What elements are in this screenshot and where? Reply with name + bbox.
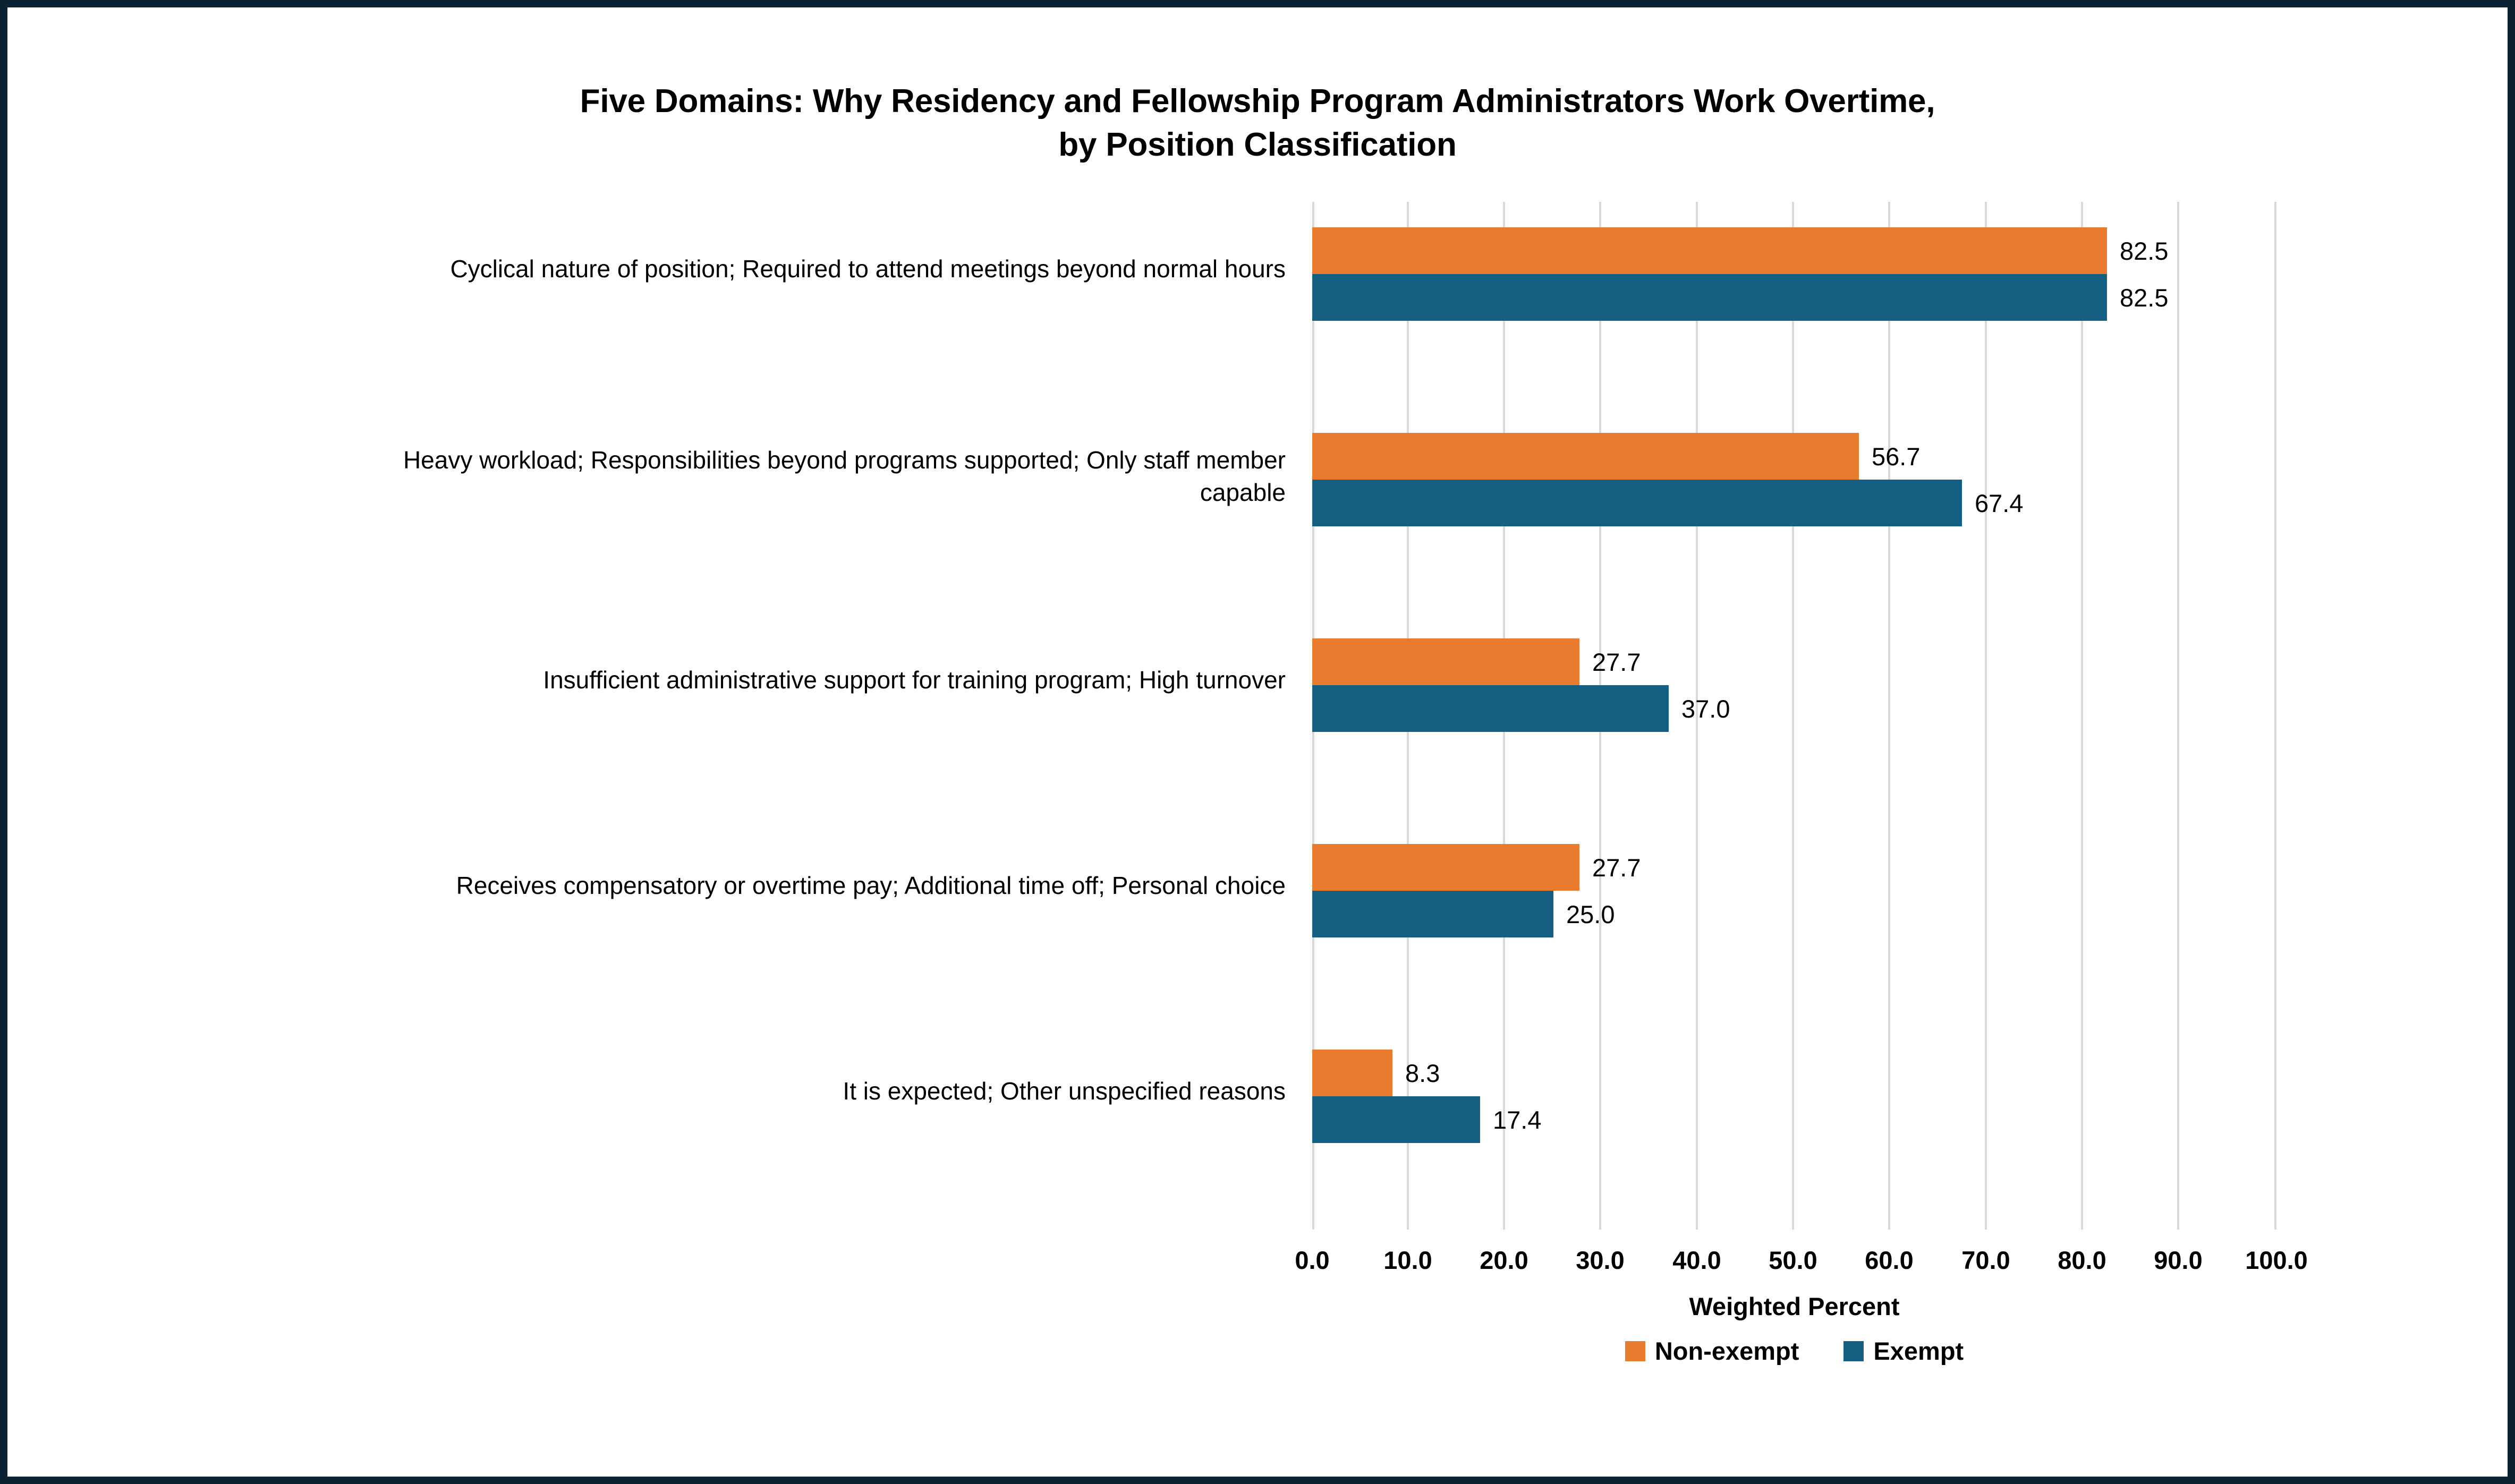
chart-title: [0, 80, 2515, 167]
chart-title-line-2: by Position Classification: [1058, 126, 1457, 163]
bar-value-nonexempt-1: 56.7: [1872, 442, 1921, 471]
bar-exempt-0[interactable]: [1312, 274, 2107, 321]
bar-value-nonexempt-3: 27.7: [1592, 854, 1641, 882]
bar-value-exempt-0: 82.5: [2120, 284, 2169, 312]
legend-swatch-icon-exempt: [1843, 1341, 1864, 1361]
bar-nonexempt-1[interactable]: [1312, 433, 1859, 480]
bar-value-exempt-1: 67.4: [1975, 489, 2024, 517]
category-label-2: Insufficient administrative support for training program; High turnover: [543, 666, 1286, 694]
xtick-70: 70.0: [1961, 1246, 2010, 1274]
chart-legend: [1312, 1336, 2276, 1366]
xtick-10: 10.0: [1383, 1246, 1432, 1274]
x-axis-title: Weighted Percent: [1689, 1292, 1900, 1320]
bar-exempt-2[interactable]: [1312, 685, 1669, 732]
bar-value-exempt-3: 25.0: [1566, 900, 1615, 928]
bar-nonexempt-3[interactable]: [1312, 844, 1579, 891]
legend-label-exempt: Exempt: [1873, 1337, 1964, 1365]
legend-label-non-exempt: Non-exempt: [1654, 1337, 1799, 1365]
bar-value-nonexempt-0: 82.5: [2120, 237, 2169, 265]
bar-exempt-3[interactable]: [1312, 891, 1553, 937]
chart-title-line-1: Five Domains: Why Residency and Fellowship Program Administrators Work Overtime,: [580, 83, 1935, 120]
bar-nonexempt-2[interactable]: [1312, 638, 1579, 685]
bar-group-1: [1312, 407, 2276, 613]
legend-swatch-icon-non-exempt: [1625, 1341, 1645, 1361]
bar-group-2: [1312, 613, 2276, 818]
xtick-100: 100.0: [2245, 1246, 2308, 1274]
xtick-30: 30.0: [1576, 1246, 1625, 1274]
legend-item-exempt[interactable]: [1843, 1336, 1964, 1366]
category-label-1: Heavy workload; Responsibilities beyond programs supported; Only staff member capable: [403, 446, 1286, 507]
bar-value-exempt-4: 17.4: [1493, 1106, 1542, 1134]
plot-area: [1312, 202, 2276, 1230]
category-label-4: It is expected; Other unspecified reasons: [843, 1077, 1286, 1105]
category-label-0: Cyclical nature of position; Required to attend meetings beyond normal hours: [450, 255, 1286, 283]
xtick-50: 50.0: [1769, 1246, 1817, 1274]
bar-value-nonexempt-4: 8.3: [1405, 1059, 1440, 1087]
xtick-0: 0.0: [1295, 1246, 1330, 1274]
legend-item-non-exempt[interactable]: [1625, 1336, 1799, 1366]
xtick-80: 80.0: [2058, 1246, 2106, 1274]
xtick-20: 20.0: [1480, 1246, 1528, 1274]
bar-value-exempt-2: 37.0: [1681, 695, 1730, 723]
xtick-60: 60.0: [1865, 1246, 1914, 1274]
bar-nonexempt-4[interactable]: [1312, 1050, 1392, 1096]
xtick-90: 90.0: [2154, 1246, 2203, 1274]
bar-group-3: [1312, 818, 2276, 1024]
bar-value-nonexempt-2: 27.7: [1592, 648, 1641, 676]
bar-exempt-4[interactable]: [1312, 1096, 1480, 1143]
category-label-3: Receives compensatory or overtime pay; Additional time off; Personal choice: [456, 872, 1286, 899]
xtick-40: 40.0: [1672, 1246, 1721, 1274]
bar-nonexempt-0[interactable]: [1312, 227, 2107, 274]
bar-group-0: [1312, 202, 2276, 407]
bar-exempt-1[interactable]: [1312, 480, 1962, 526]
bar-group-4: [1312, 1024, 2276, 1230]
